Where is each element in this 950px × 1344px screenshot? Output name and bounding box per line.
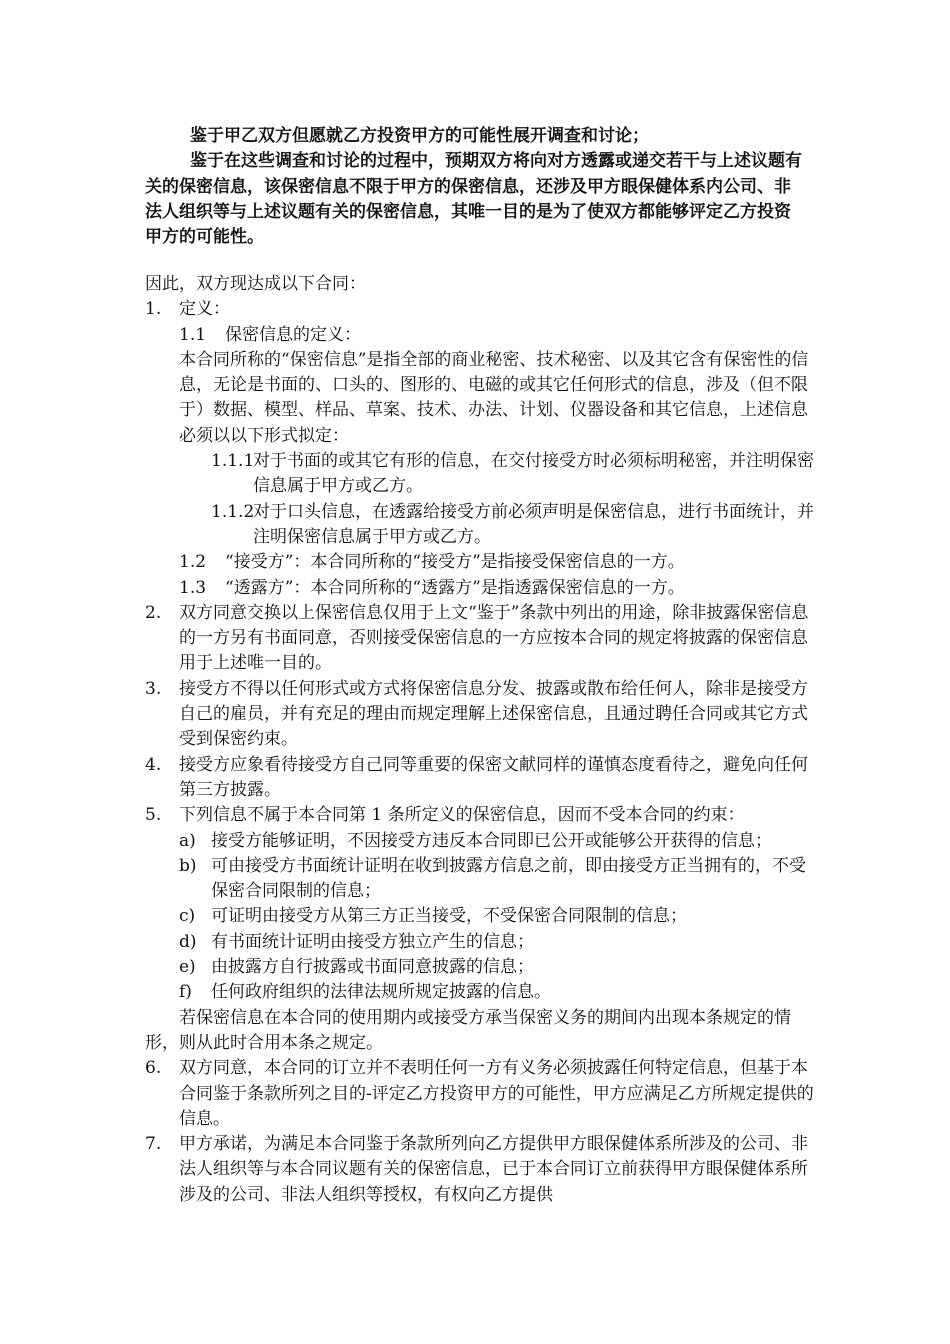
item-text: 有书面统计证明由接受方独立产生的信息；	[211, 931, 534, 952]
clause-5-tail: 若保密信息在本合同的使用期内或接受方承当保密义务的期间内出现本条规定的情形，则从此时合用本条之规定。	[145, 1007, 791, 1053]
clause-5-d	[145, 930, 815, 955]
clause-text: “接受方”：本合同所称的“接受方”是指接受保密信息的一方。	[225, 552, 685, 573]
clause-5-f	[145, 980, 815, 1005]
clause-text: 甲方承诺，为满足本合同鉴于条款所列向乙方提供甲方眼保健体系所涉及的公司、非法人组织等与本合同议题有关的保密信息，已于本合同订立前获得甲方眼保健体系所涉及的公司、非法人组织等授权，有权向乙方提供	[179, 1134, 808, 1205]
item-text: 任何政府组织的法律法规所规定披露的信息。	[211, 982, 551, 1003]
item-letter: e)	[179, 957, 196, 978]
clause-3	[145, 677, 815, 753]
clause-4	[145, 753, 815, 804]
clause-number: 2.	[145, 602, 162, 623]
clause-number: 3.	[145, 678, 162, 699]
clause-1-1-1	[145, 449, 815, 500]
item-letter: c)	[179, 906, 196, 927]
clause-1	[145, 297, 815, 322]
clause-number: 4.	[145, 754, 162, 775]
item-letter: a)	[179, 830, 196, 851]
recital-1: 鉴于甲乙双方但愿就乙方投资甲方的可能性展开调查和讨论；	[190, 126, 649, 146]
clause-text: 双方同意，本合同的订立并不表明任何一方有义务必须披露任何特定信息，但基于本合同鉴于条款所列之目的-评定乙方投资甲方的可能性，甲方应满足乙方所规定提供的信息。	[179, 1058, 814, 1129]
item-letter: d)	[179, 931, 197, 952]
clause-5-b	[145, 854, 815, 905]
clause-text: 对于书面的或其它有形的信息，在交付接受方时必须标明秘密，并注明保密信息属于甲方或乙方。	[253, 451, 814, 497]
clause-text: 定义：	[179, 299, 230, 320]
contract-body	[145, 272, 815, 1208]
clause-5-e	[145, 955, 815, 980]
clause-5-a	[145, 829, 815, 854]
clause-1-2	[145, 550, 815, 575]
clause-number: 5.	[145, 805, 162, 826]
clause-1-1	[145, 323, 815, 348]
item-letter: f)	[179, 982, 192, 1003]
clause-number: 7.	[145, 1134, 162, 1155]
recitals	[145, 124, 807, 250]
clause-6	[145, 1056, 815, 1132]
clause-text: “透露方”：本合同所称的“透露方”是指透露保密信息的一方。	[225, 577, 685, 598]
item-text: 可由接受方书面统计证明在收到披露方信息之前，即由接受方正当拥有的，不受保密合同限制的信息；	[211, 855, 806, 902]
clause-number: 1.1.2	[211, 501, 255, 522]
clause-text: 双方同意交换以上保密信息仅用于上文“鉴于”条款中列出的用途，除非披露保密信息的一方另有书面同意，否则接受保密信息的一方应按本合同的规定将披露的保密信息用于上述唯一目的。	[179, 602, 809, 674]
lead-sentence: 因此，双方现达成以下合同：	[145, 274, 366, 294]
clause-1-1-2	[145, 500, 815, 551]
clause-7	[145, 1132, 815, 1208]
clause-text: 接受方不得以任何形式或方式将保密信息分发、披露或散布给任何人，除非是接受方自己的雇员，并有充足的理由而规定理解上述保密信息，且通过聘任合同或其它方式受到保密约束。	[179, 678, 808, 750]
item-text: 可证明由接受方从第三方正当接受，不受保密合同限制的信息；	[211, 906, 687, 927]
clause-number: 1.2	[179, 552, 207, 573]
clause-number: 1.1	[179, 324, 207, 345]
item-text: 接受方能够证明，不因接受方违反本合同即已公开或能够公开获得的信息；	[211, 830, 772, 851]
item-text: 由披露方自行披露或书面同意披露的信息；	[211, 957, 534, 978]
recital-2: 鉴于在这些调查和讨论的过程中，预期双方将向对方透露或递交若干与上述议题有关的保密信息，该保密信息不限于甲方的保密信息，还涉及甲方眼保健体系内公司、非法人组织等与上述议题有关的保密信息，其唯一目的是为了使双方都能够评定乙方投资甲方的可能性。	[145, 151, 802, 248]
clause-1-1-body: 本合同所称的“保密信息”是指全部的商业秘密、技术秘密、以及其它含有保密性的信息，无论是书面的、口头的、图形的、电磁的或其它任何形式的信息，涉及（但不限于）数据、模型、样品、草案、技术、办法、计划、仪器设备和其它信息，上述信息必须以以下形式拟定：	[179, 349, 809, 446]
clause-number: 1.1.1	[211, 451, 255, 472]
clause-text: 对于口头信息，在透露给接受方前必须声明是保密信息，进行书面统计，并注明保密信息属于甲方或乙方。	[253, 501, 814, 547]
clause-5	[145, 803, 815, 828]
item-letter: b)	[179, 855, 197, 876]
clause-text: 保密信息的定义：	[225, 324, 361, 345]
clause-5-c	[145, 904, 815, 929]
clause-number: 1.	[145, 299, 162, 320]
clause-2	[145, 601, 815, 677]
clause-1-3	[145, 576, 815, 601]
clause-text: 下列信息不属于本合同第 1 条所定义的保密信息，因而不受本合同的约束：	[179, 805, 745, 826]
clause-number: 1.3	[179, 577, 207, 598]
clause-number: 6.	[145, 1058, 162, 1079]
clause-text: 接受方应象看待接受方自己同等重要的保密文献同样的谨慎态度看待之，避免向任何第三方披露。	[179, 754, 808, 800]
